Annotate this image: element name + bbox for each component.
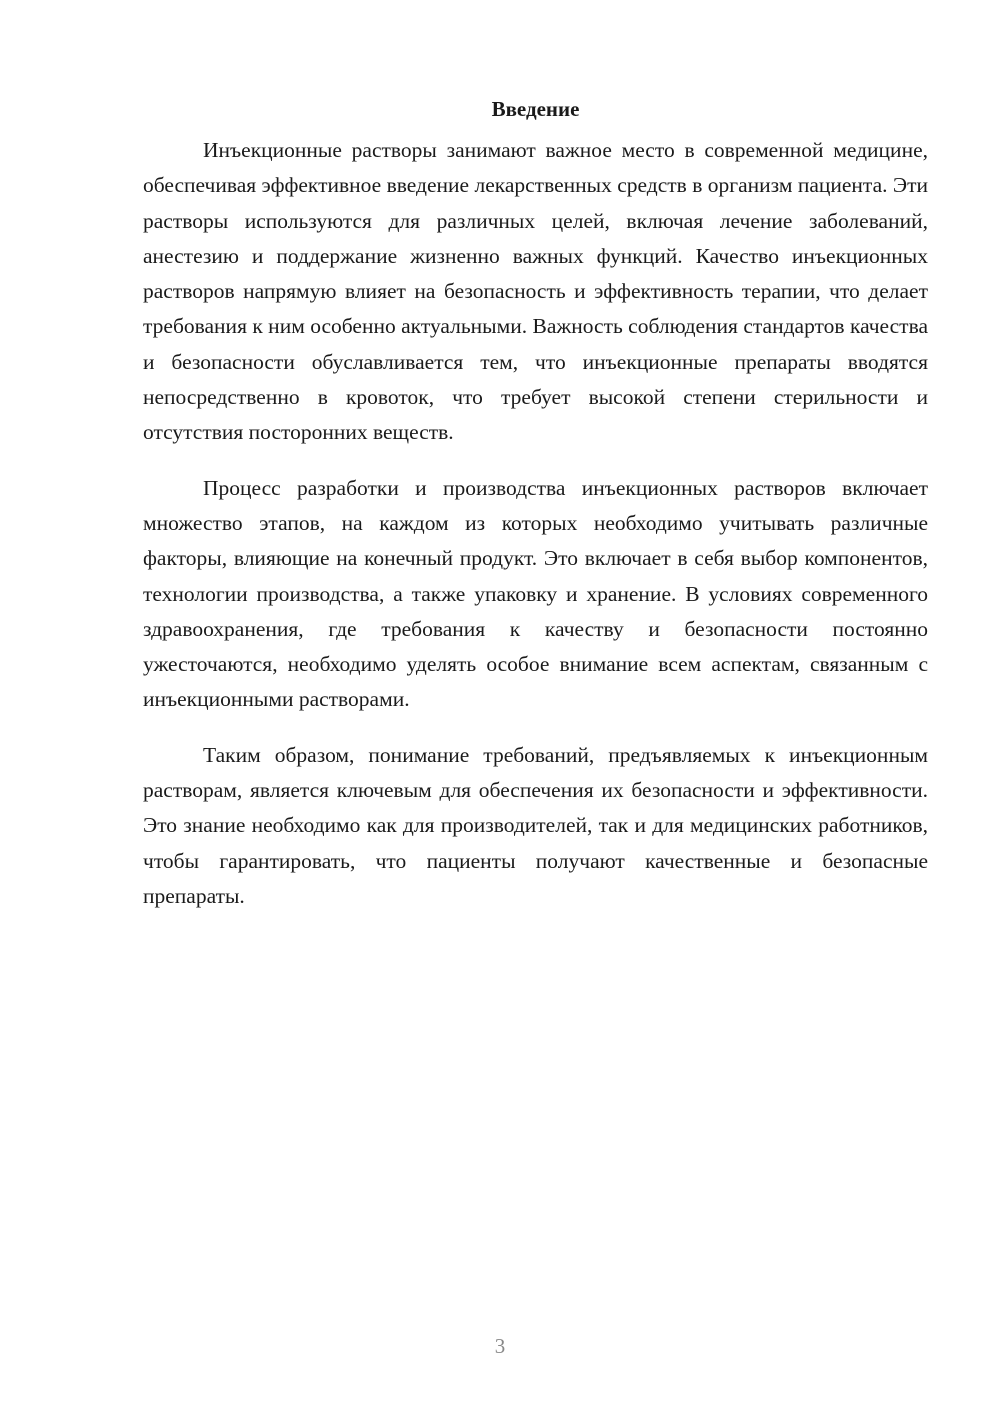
document-body bbox=[143, 92, 928, 934]
paragraph-2: Процесс разработки и производства инъекционных растворов включает множество этапов, на каждом из которых необходимо учитывать различные факторы, влияющие на конечный продукт. Это включает в себя выбор компонентов, технологии производства, а также упаковку и хранение. В условиях современного здравоохранения, где требования к качеству и безопасности постоянно ужесточаются, необходимо уделять особое внимание всем аспектам, связанным с инъекционными растворами. bbox=[143, 475, 928, 712]
page-number: 3 bbox=[494, 1334, 506, 1358]
section-heading: Введение bbox=[491, 97, 580, 121]
paragraph-3: Таким образом, понимание требований, предъявляемых к инъекционным растворам, является ключевым для обеспечения их безопасности и эффективности. Это знание необходимо как для производителей, так и для медицинских работников, чтобы гарантировать, что пациенты получают качественные и безопасные препараты. bbox=[143, 742, 928, 908]
paragraph-1: Инъекционные растворы занимают важное место в современной медицине, обеспечивая эффективное введение лекарственных средств в организм пациента. Эти растворы используются для различных целей, включая лечение заболеваний, анестезию и поддержание жизненно важных функций. Качество инъекционных растворов напрямую влияет на безопасность и эффективность терапии, что делает требования к ним особенно актуальными. Важность соблюдения стандартов качества и безопасности обуславливается тем, что инъекционные препараты вводятся непосредственно в кровоток, что требует высокой степени стерильности и отсутствия посторонних веществ. bbox=[143, 138, 928, 445]
